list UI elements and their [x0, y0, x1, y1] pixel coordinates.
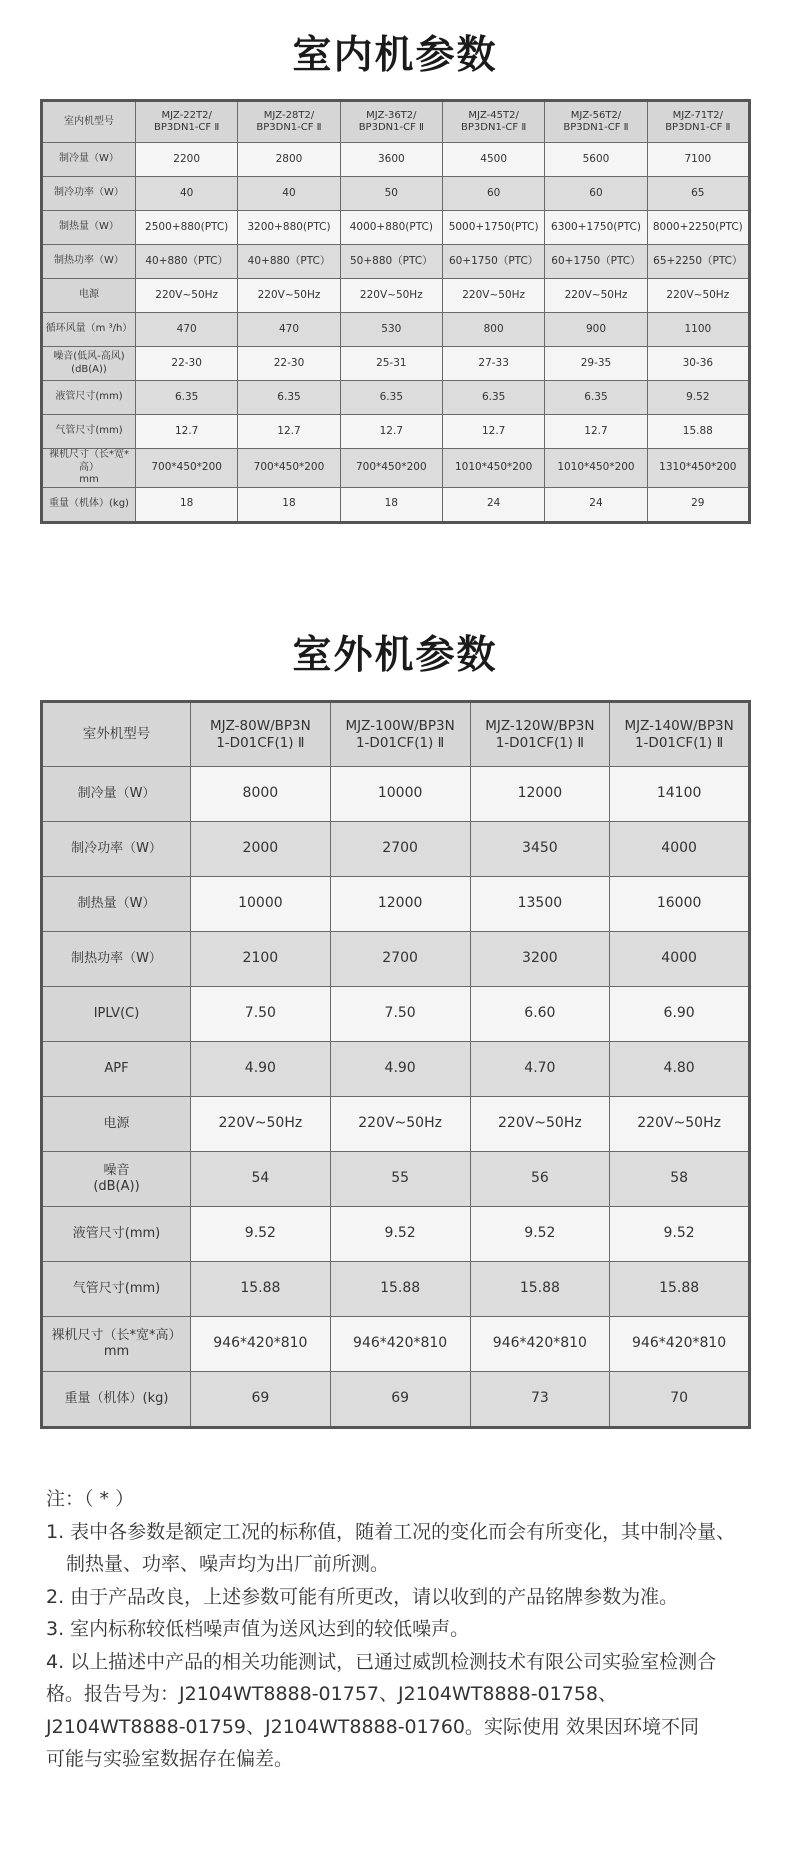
- value-cell: 29: [647, 487, 749, 522]
- value-cell: 15.88: [330, 1262, 470, 1317]
- model-name-cell: MJZ-120W/BP3N 1-D01CF(1) Ⅱ: [470, 702, 610, 767]
- note-1-line-1: 1. 表中各参数是额定工况的标称值，随着工况的变化而会有所变化，其中制冷量、: [46, 1520, 736, 1543]
- value-cell: 9.52: [610, 1207, 750, 1262]
- model-name-cell: MJZ-22T2/ BP3DN1-CF Ⅱ: [136, 101, 238, 143]
- row-label: 制冷功率（W）: [42, 822, 191, 877]
- row-label: 噪音(低风-高风) (dB(A)): [42, 347, 136, 381]
- value-cell: 4.80: [610, 1042, 750, 1097]
- table-row: [42, 143, 750, 177]
- value-cell: 220V~50Hz: [442, 279, 544, 313]
- model-name-cell: MJZ-100W/BP3N 1-D01CF(1) Ⅱ: [330, 702, 470, 767]
- table-row: [42, 1262, 750, 1317]
- table-row: [42, 211, 750, 245]
- value-cell: 1310*450*200: [647, 449, 749, 488]
- note-4-line-3: J2104WT8888-01759、J2104WT8888-01760。实际使用 效果因环境不同: [46, 1715, 700, 1738]
- value-cell: 3450: [470, 822, 610, 877]
- model-name-cell: MJZ-56T2/ BP3DN1-CF Ⅱ: [545, 101, 647, 143]
- value-cell: 58: [610, 1152, 750, 1207]
- value-cell: 5000+1750(PTC): [442, 211, 544, 245]
- value-cell: 14100: [610, 767, 750, 822]
- notes-heading: 注：（ * ）: [46, 1488, 135, 1510]
- value-cell: 25-31: [340, 347, 442, 381]
- value-cell: 60: [545, 177, 647, 211]
- value-cell: 30-36: [647, 347, 749, 381]
- value-cell: 40: [238, 177, 340, 211]
- model-name-cell: MJZ-28T2/ BP3DN1-CF Ⅱ: [238, 101, 340, 143]
- value-cell: 15.88: [470, 1262, 610, 1317]
- value-cell: 220V~50Hz: [545, 279, 647, 313]
- note-4-line-1: 4. 以上描述中产品的相关功能测试，已通过威凯检测技术有限公司实验室检测合: [46, 1650, 717, 1673]
- table-row: [42, 415, 750, 449]
- table-row: [42, 932, 750, 987]
- table-row: [42, 313, 750, 347]
- row-label: 液管尺寸(mm): [42, 381, 136, 415]
- value-cell: 3600: [340, 143, 442, 177]
- value-cell: 24: [545, 487, 647, 522]
- value-cell: 9.52: [191, 1207, 331, 1262]
- value-cell: 1100: [647, 313, 749, 347]
- row-label: 电源: [42, 1097, 191, 1152]
- value-cell: 7.50: [191, 987, 331, 1042]
- value-cell: 220V~50Hz: [340, 279, 442, 313]
- value-cell: 4000: [610, 932, 750, 987]
- value-cell: 65: [647, 177, 749, 211]
- note-1-line-2: 制热量、功率、噪声均为出厂前所测。: [66, 1553, 390, 1575]
- value-cell: 3200+880(PTC): [238, 211, 340, 245]
- row-label: 制热功率（W）: [42, 932, 191, 987]
- value-cell: 22-30: [238, 347, 340, 381]
- value-cell: 4.70: [470, 1042, 610, 1097]
- model-name-cell: MJZ-45T2/ BP3DN1-CF Ⅱ: [442, 101, 544, 143]
- note-2: 2. 由于产品改良，上述参数可能有所更改，请以收到的产品铭牌参数为准。: [46, 1585, 679, 1608]
- value-cell: 530: [340, 313, 442, 347]
- value-cell: 946*420*810: [610, 1317, 750, 1372]
- value-cell: 1010*450*200: [545, 449, 647, 488]
- row-label: 制冷功率（W）: [42, 177, 136, 211]
- table-row: [42, 1207, 750, 1262]
- table-row: [42, 449, 750, 488]
- value-cell: 27-33: [442, 347, 544, 381]
- value-cell: 5600: [545, 143, 647, 177]
- model-name-cell: MJZ-140W/BP3N 1-D01CF(1) Ⅱ: [610, 702, 750, 767]
- table-row: [42, 1317, 750, 1372]
- value-cell: 9.52: [330, 1207, 470, 1262]
- value-cell: 700*450*200: [136, 449, 238, 488]
- row-label: IPLV(C): [42, 987, 191, 1042]
- value-cell: 6.35: [136, 381, 238, 415]
- outdoor-spec-table: [40, 700, 751, 1429]
- value-cell: 1010*450*200: [442, 449, 544, 488]
- value-cell: 470: [136, 313, 238, 347]
- row-label: 噪音 (dB(A)): [42, 1152, 191, 1207]
- note-4-line-2: 格。报告号为：J2104WT8888-01757、J2104WT8888-01758、: [46, 1683, 618, 1705]
- model-header-label: 室内机型号: [42, 101, 136, 143]
- table-row: [42, 1097, 750, 1152]
- value-cell: 24: [442, 487, 544, 522]
- value-cell: 54: [191, 1152, 331, 1207]
- value-cell: 2500+880(PTC): [136, 211, 238, 245]
- value-cell: 50: [340, 177, 442, 211]
- value-cell: 60+1750（PTC）: [442, 245, 544, 279]
- value-cell: 220V~50Hz: [470, 1097, 610, 1152]
- value-cell: 18: [340, 487, 442, 522]
- value-cell: 12.7: [545, 415, 647, 449]
- value-cell: 16000: [610, 877, 750, 932]
- value-cell: 700*450*200: [340, 449, 442, 488]
- value-cell: 40: [136, 177, 238, 211]
- row-label: 重量（机体）(kg): [42, 1372, 191, 1428]
- value-cell: 220V~50Hz: [610, 1097, 750, 1152]
- value-cell: 6300+1750(PTC): [545, 211, 647, 245]
- value-cell: 10000: [191, 877, 331, 932]
- value-cell: 69: [191, 1372, 331, 1428]
- table-row: [42, 245, 750, 279]
- value-cell: 2700: [330, 932, 470, 987]
- outdoor-section-title: 室外机参数: [292, 633, 498, 678]
- table-row: [42, 177, 750, 211]
- value-cell: 15.88: [191, 1262, 331, 1317]
- row-label: 循环风量（m ³/h）: [42, 313, 136, 347]
- table-header-row: [42, 101, 750, 143]
- value-cell: 15.88: [647, 415, 749, 449]
- value-cell: 22-30: [136, 347, 238, 381]
- value-cell: 56: [470, 1152, 610, 1207]
- value-cell: 15.88: [610, 1262, 750, 1317]
- row-label: APF: [42, 1042, 191, 1097]
- row-label: 气管尺寸(mm): [42, 415, 136, 449]
- value-cell: 18: [136, 487, 238, 522]
- value-cell: 12.7: [442, 415, 544, 449]
- value-cell: 2100: [191, 932, 331, 987]
- value-cell: 220V~50Hz: [238, 279, 340, 313]
- value-cell: 9.52: [470, 1207, 610, 1262]
- value-cell: 4.90: [191, 1042, 331, 1097]
- value-cell: 40+880（PTC）: [136, 245, 238, 279]
- value-cell: 65+2250（PTC）: [647, 245, 749, 279]
- value-cell: 2700: [330, 822, 470, 877]
- row-label: 重量（机体）(kg): [42, 487, 136, 522]
- value-cell: 3200: [470, 932, 610, 987]
- value-cell: 10000: [330, 767, 470, 822]
- value-cell: 73: [470, 1372, 610, 1428]
- value-cell: 2800: [238, 143, 340, 177]
- value-cell: 12.7: [340, 415, 442, 449]
- value-cell: 6.35: [545, 381, 647, 415]
- value-cell: 6.35: [238, 381, 340, 415]
- row-label: 液管尺寸(mm): [42, 1207, 191, 1262]
- model-name-cell: MJZ-71T2/ BP3DN1-CF Ⅱ: [647, 101, 749, 143]
- value-cell: 4.90: [330, 1042, 470, 1097]
- value-cell: 2000: [191, 822, 331, 877]
- value-cell: 2200: [136, 143, 238, 177]
- table-row: [42, 1042, 750, 1097]
- value-cell: 40+880（PTC）: [238, 245, 340, 279]
- table-row: [42, 1152, 750, 1207]
- model-header-label: 室外机型号: [42, 702, 191, 767]
- table-row: [42, 1372, 750, 1428]
- table-row: [42, 822, 750, 877]
- value-cell: 12.7: [238, 415, 340, 449]
- note-4-line-4: 可能与实验室数据存在偏差。: [46, 1748, 294, 1770]
- value-cell: 4000+880(PTC): [340, 211, 442, 245]
- value-cell: 220V~50Hz: [330, 1097, 470, 1152]
- value-cell: 60+1750（PTC）: [545, 245, 647, 279]
- value-cell: 12000: [470, 767, 610, 822]
- value-cell: 29-35: [545, 347, 647, 381]
- table-row: [42, 877, 750, 932]
- notes-section: [46, 1483, 766, 1776]
- value-cell: 4500: [442, 143, 544, 177]
- value-cell: 7100: [647, 143, 749, 177]
- value-cell: 6.35: [340, 381, 442, 415]
- value-cell: 13500: [470, 877, 610, 932]
- value-cell: 700*450*200: [238, 449, 340, 488]
- row-label: 气管尺寸(mm): [42, 1262, 191, 1317]
- value-cell: 946*420*810: [191, 1317, 331, 1372]
- table-row: [42, 987, 750, 1042]
- value-cell: 6.35: [442, 381, 544, 415]
- value-cell: 12000: [330, 877, 470, 932]
- value-cell: 4000: [610, 822, 750, 877]
- value-cell: 220V~50Hz: [136, 279, 238, 313]
- model-name-cell: MJZ-80W/BP3N 1-D01CF(1) Ⅱ: [191, 702, 331, 767]
- row-label: 裸机尺寸（长*宽*高） mm: [42, 449, 136, 488]
- model-name-cell: MJZ-36T2/ BP3DN1-CF Ⅱ: [340, 101, 442, 143]
- table-row: [42, 487, 750, 522]
- indoor-section-title: 室内机参数: [292, 33, 498, 78]
- row-label: 制热功率（W）: [42, 245, 136, 279]
- value-cell: 220V~50Hz: [191, 1097, 331, 1152]
- row-label: 制热量（W）: [42, 211, 136, 245]
- value-cell: 7.50: [330, 987, 470, 1042]
- row-label: 制冷量（W）: [42, 143, 136, 177]
- value-cell: 800: [442, 313, 544, 347]
- value-cell: 470: [238, 313, 340, 347]
- note-3: 3. 室内标称较低档噪声值为送风达到的较低噪声。: [46, 1618, 470, 1640]
- value-cell: 220V~50Hz: [647, 279, 749, 313]
- table-row: [42, 767, 750, 822]
- row-label: 电源: [42, 279, 136, 313]
- value-cell: 18: [238, 487, 340, 522]
- value-cell: 8000+2250(PTC): [647, 211, 749, 245]
- value-cell: 9.52: [647, 381, 749, 415]
- value-cell: 55: [330, 1152, 470, 1207]
- value-cell: 12.7: [136, 415, 238, 449]
- value-cell: 6.90: [610, 987, 750, 1042]
- value-cell: 70: [610, 1372, 750, 1428]
- table-row: [42, 279, 750, 313]
- value-cell: 900: [545, 313, 647, 347]
- value-cell: 50+880（PTC）: [340, 245, 442, 279]
- value-cell: 69: [330, 1372, 470, 1428]
- indoor-spec-table: [40, 99, 751, 524]
- value-cell: 8000: [191, 767, 331, 822]
- value-cell: 6.60: [470, 987, 610, 1042]
- value-cell: 946*420*810: [330, 1317, 470, 1372]
- table-row: [42, 381, 750, 415]
- row-label: 裸机尺寸（长*宽*高） mm: [42, 1317, 191, 1372]
- value-cell: 946*420*810: [470, 1317, 610, 1372]
- table-header-row: [42, 702, 750, 767]
- row-label: 制热量（W）: [42, 877, 191, 932]
- value-cell: 60: [442, 177, 544, 211]
- table-row: [42, 347, 750, 381]
- row-label: 制冷量（W）: [42, 767, 191, 822]
